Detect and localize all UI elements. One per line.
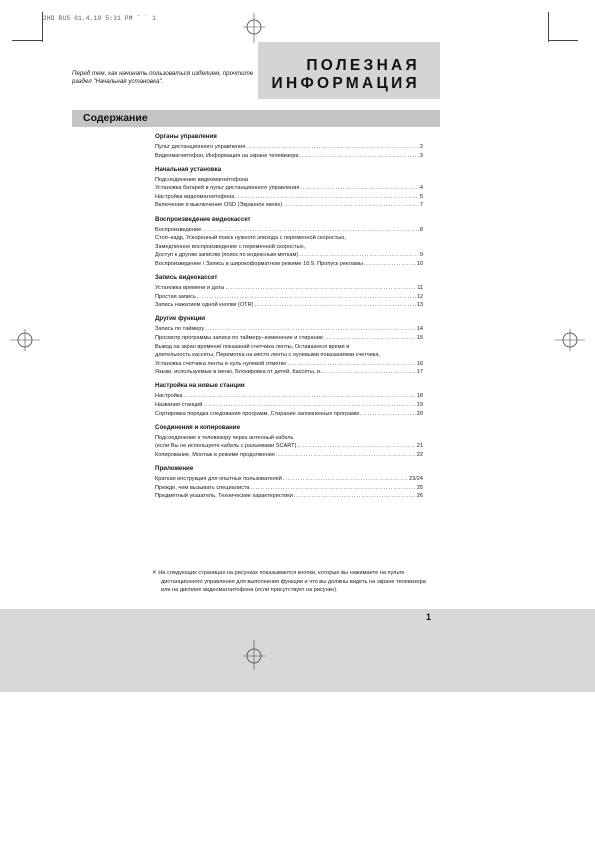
page-title-line-2: ИНФОРМАЦИЯ [271,75,420,92]
toc-entry[interactable] [155,492,423,501]
toc-entry-page: 5 [419,193,423,200]
toc-entry[interactable] [155,334,423,343]
toc-entry-title: (если Вы не используете кабель с разъемами SCART) [155,443,297,450]
toc-entry-title: Названия станций [155,401,203,408]
toc-entry-page: 26 [416,493,423,500]
toc-entry-title: Воспроизведение / Запись в широкоформатном режиме 16:9, Пропуск рекламы [155,260,363,267]
toc-section [155,381,423,418]
table-of-contents [155,132,423,505]
toc-entry-title: Сортировка порядка следования программ, Стирание запомненных программ [155,410,359,417]
toc-section-heading: Запись видеокассет [155,274,218,282]
toc-entry-title: Замедленное воспроизведение с переменной скоростью, [155,243,306,250]
page-number: 1 [426,612,432,622]
toc-entry-title: Установка батарей в пульт дистанционного управления [155,185,300,192]
footnote: ✕ На следующих страницах на рисунках показываются кнопки, которые вы нажимаете на пульте дистанционного управления для выполнения функции и что вы должны видеть на экране телевизора или на дисплее видеомагнитофона (если присутствует на рисунке). [152,570,426,594]
toc-entry-page: 16 [416,360,423,367]
toc-entry-title: Вывод на экран времени/ показаний счетчика ленты, Оставшееся время и [155,343,350,350]
toc-section-heading: Органы управления [155,133,217,140]
toc-entry-title: Видеомагнитофон, Информация на экране телевизора [155,152,299,159]
toc-entry[interactable] [155,484,423,493]
toc-entry[interactable] [155,351,423,360]
toc-entry-title: Стоп–кадр, Ускоренный поиск нужного эпизода с переменной скоростью, [155,235,346,242]
intro-note: Перед тем, как начинать пользоваться изделием, прочтите раздел "Начальная установка". [72,70,254,86]
toc-section [155,273,423,310]
toc-entry-page: 21 [416,443,423,450]
toc-entry[interactable] [155,226,423,235]
toc-entry[interactable] [155,243,423,252]
toc-entry-title: Воспроизведение [155,226,202,233]
toc-entry-page: 25 [416,484,423,491]
contents-heading: Содержание [83,112,148,124]
toc-entry-page: 8 [419,226,423,233]
toc-entry[interactable] [155,293,423,302]
toc-entry-title: Установка счетчика ленты в нуль нулевой отметке [155,360,287,367]
toc-entry[interactable] [155,193,423,202]
registration-mark-icon [555,329,585,351]
toc-section [155,215,423,269]
print-header: 2HD RUS 01.4.19 5:31 PM ˘ ` 1 [43,15,157,22]
toc-entry-page: 12 [416,293,423,300]
toc-entry[interactable] [155,368,423,377]
toc-section [155,423,423,460]
toc-entry-page: 2 [419,144,423,150]
registration-mark-icon [10,329,40,351]
registration-mark-icon [243,13,265,43]
toc-entry-page: 13 [416,302,423,309]
crop-mark [548,12,549,42]
toc-entry[interactable] [155,260,423,269]
toc-entry[interactable] [155,434,423,443]
toc-entry-page: 4 [419,185,423,192]
toc-entry[interactable] [155,176,423,185]
registration-mark-icon [243,640,265,670]
toc-entry-title: Доступ к другим записям (поиск по индексным меткам) [155,252,299,259]
toc-entry-title: Краткая инструкция для опытных пользователей [155,475,282,482]
toc-entry[interactable] [155,343,423,352]
toc-entry-title: Запись нажатием одной кнопки (OTR) [155,302,254,309]
toc-entry[interactable] [155,152,423,161]
toc-entry[interactable] [155,392,423,401]
toc-entry-title: Настройка видеомагнитофона [155,193,235,200]
toc-section [155,132,423,160]
toc-entry-page: 20 [416,410,423,417]
toc-entry[interactable] [155,301,423,310]
toc-entry-page: 11 [417,285,423,292]
toc-entry[interactable] [155,325,423,334]
crop-mark [548,40,578,41]
toc-section [155,165,423,210]
toc-section-heading: Приложение [155,464,194,472]
toc-entry[interactable] [155,475,423,484]
toc-entry-title: Подсоединение к телевизору через антенный кабель [155,434,294,441]
toc-section-heading: Настройка на новые станции [155,382,245,390]
crop-mark [42,12,43,42]
toc-section-heading: Начальная установка [155,165,222,173]
toc-entry-title: Запись по таймеру [155,326,205,333]
toc-entry-page: 3 [419,152,423,159]
toc-entry-title: Языки, используемые в меню, Блокировка от детей, Кассеты, и... [155,369,325,376]
toc-entry-page: 22 [416,451,423,458]
toc-entry-title: Настройка [155,393,183,400]
toc-section-heading: Воспроизведение видеокассет [155,215,251,223]
toc-entry[interactable] [155,401,423,410]
toc-entry-page: 14 [416,326,423,333]
crop-mark [12,40,42,41]
toc-entry-page: 18 [416,393,423,400]
toc-entry-title: Простая запись [155,293,196,300]
toc-entry[interactable] [155,251,423,260]
toc-entry-page: 7 [419,202,423,209]
toc-entry-title: Подсоединение видеомагнитофона [155,176,249,183]
toc-entry-title: длительность кассеты, Перемотка на место ленты с нулевыми показаниями счетчика, [155,352,381,359]
toc-entry-page: 19 [416,401,423,408]
toc-entry[interactable] [155,234,423,243]
toc-entry-title: Копирование, Монтаж в режиме продолжения [155,451,275,458]
toc-section [155,314,423,377]
toc-entry-title: Просмотр программы записи по таймеру–изменение и стирание [155,334,323,341]
toc-entry[interactable] [155,360,423,369]
toc-entry-page: 17 [416,369,423,376]
toc-section-heading: Соединения и копирование [155,423,241,431]
toc-entry-title: Прежде, чем вызывать специалиста [155,484,250,491]
toc-section-heading: Другие функции [155,315,206,323]
toc-entry-title: Предметный указатель, Технические характеристики [155,493,293,500]
toc-entry-page: 23/24 [409,475,423,482]
toc-entry[interactable] [155,442,423,451]
toc-entry[interactable] [155,410,423,419]
toc-entry-title: Включение и выключение OSD (Экранное меню) [155,202,283,209]
toc-entry[interactable] [155,451,423,460]
toc-entry-page: 10 [416,260,423,267]
footer-band [0,609,595,692]
toc-section [155,464,423,501]
toc-entry[interactable] [155,143,423,152]
toc-entry[interactable] [155,284,423,293]
page-title-line-1: ПОЛЕЗНАЯ [306,57,420,74]
toc-entry-title: Установка времени и даты [155,285,225,292]
toc-entry[interactable] [155,201,423,210]
toc-entry-page: 15 [416,334,423,341]
toc-entry-title: Пульт дистанционного управления [155,144,246,150]
toc-entry[interactable] [155,184,423,193]
toc-entry-page: 9 [419,252,423,259]
